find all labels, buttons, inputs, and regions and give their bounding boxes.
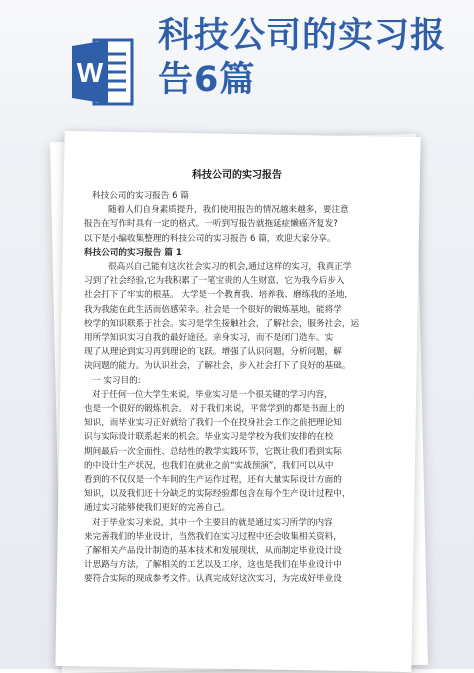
document-line: 社会打下了牢实的根基。 大学是一个教育我、培养我、磨练我的圣地, [84, 290, 348, 301]
document-line: 报告在写作时具有一定的格式。一听到写报告就拖延症懒癌齐复发? [84, 219, 338, 230]
document-line: 也是一个很好的锻炼机会。 对于我们来说，平常学到的都是书面上的 [84, 404, 345, 415]
banner-title: 科技公司的实习报告6篇 [158, 16, 447, 100]
document-line: 科技公司的实习报告 篇 1 [84, 247, 182, 258]
document-line: 随着人们自身素质提升，我们使用报告的情况越来越多，要注意 [108, 205, 349, 216]
document-line: 科技公司的实习报告 6 篇 [92, 191, 189, 201]
document-line: 以下是小编收集整理的科技公司的实习报告 6 篇，欢迎大家分享。 [84, 233, 336, 244]
document-line: 看到的不仅仅是一个车间的生产运作过程，还有大量实际设计方面的 [84, 475, 342, 486]
document-line: 一 实习目的: [92, 375, 141, 386]
document-line: 知识，以及我们还十分缺乏的实际经验都包含在每个生产设计过程中， [84, 489, 351, 500]
document-line: 的中设计生产状况，也我们在就业之前“实战预演”，我们可以从中 [84, 460, 334, 471]
document-line: 用所学知识实习自我的最好途径。亲身实习，而不是闭门造车。实 [84, 333, 334, 344]
document-line: 要符合实际的现成参考文件。认真完成好这次实习，为完成好毕业设 [84, 574, 342, 585]
document-line: 我为我能在此生活而倍感荣幸。社会是一个很好的锻炼基地，能将学 [84, 304, 342, 315]
word-logo-letter: W [76, 57, 104, 88]
document-line: 识与实际设计联系起来的机会。毕业实习是学校为我们安排的在校 [84, 432, 334, 443]
document-line: 了解相关产品设计制造的基本技术和发展现状，从而制定毕业设计设 [84, 546, 342, 557]
document-line: 对于毕业实习来说，其中一个主要目的就是通过实习所学的内容 [92, 517, 333, 528]
document-body [84, 189, 390, 587]
document-line: 通过实习能够使我们更好的完善自己。 [84, 503, 231, 514]
document-line: 很高兴自己能有这次社会实习的机会,通过这样的实习，我真正学 [108, 262, 352, 273]
document-title: 科技公司的实习报告 [192, 170, 282, 181]
document-line: 期间最后一次全面性、总结性的教学实践环节，它既让我们看到实际 [84, 446, 342, 457]
document-line: 现了从理论到实习再到理论的飞跃。增强了认识问题，分析问题，解 [84, 347, 342, 358]
document-line: 知识，而毕业实习正好就给了我们一个在投身社会工作之前把理论知 [84, 418, 342, 429]
document-line: 校学的知识联系于社会。实习是学生接触社会，了解社会，服务社会，运 [84, 318, 360, 329]
document-page [84, 160, 390, 669]
word-document-icon [72, 36, 134, 108]
document-line: 计思路与方法，了解相关的工艺以及工序，这也是我们在毕业设计中 [84, 560, 342, 571]
document-line: 对于任何一位大学生来说，毕业实习是一个很关键的学习内容， [92, 389, 333, 400]
document-line: 来完善我们的毕业设计，当然我们在实习过程中还会收集相关资料， [84, 531, 342, 542]
document-line: 习到了社会经验,它为我积累了一笔宝贵的人生财富，它为我今后步入 [84, 276, 345, 287]
document-line: 决问题的能力。为认识社会，了解社会，步入社会打下了良好的基础。 [84, 361, 351, 372]
